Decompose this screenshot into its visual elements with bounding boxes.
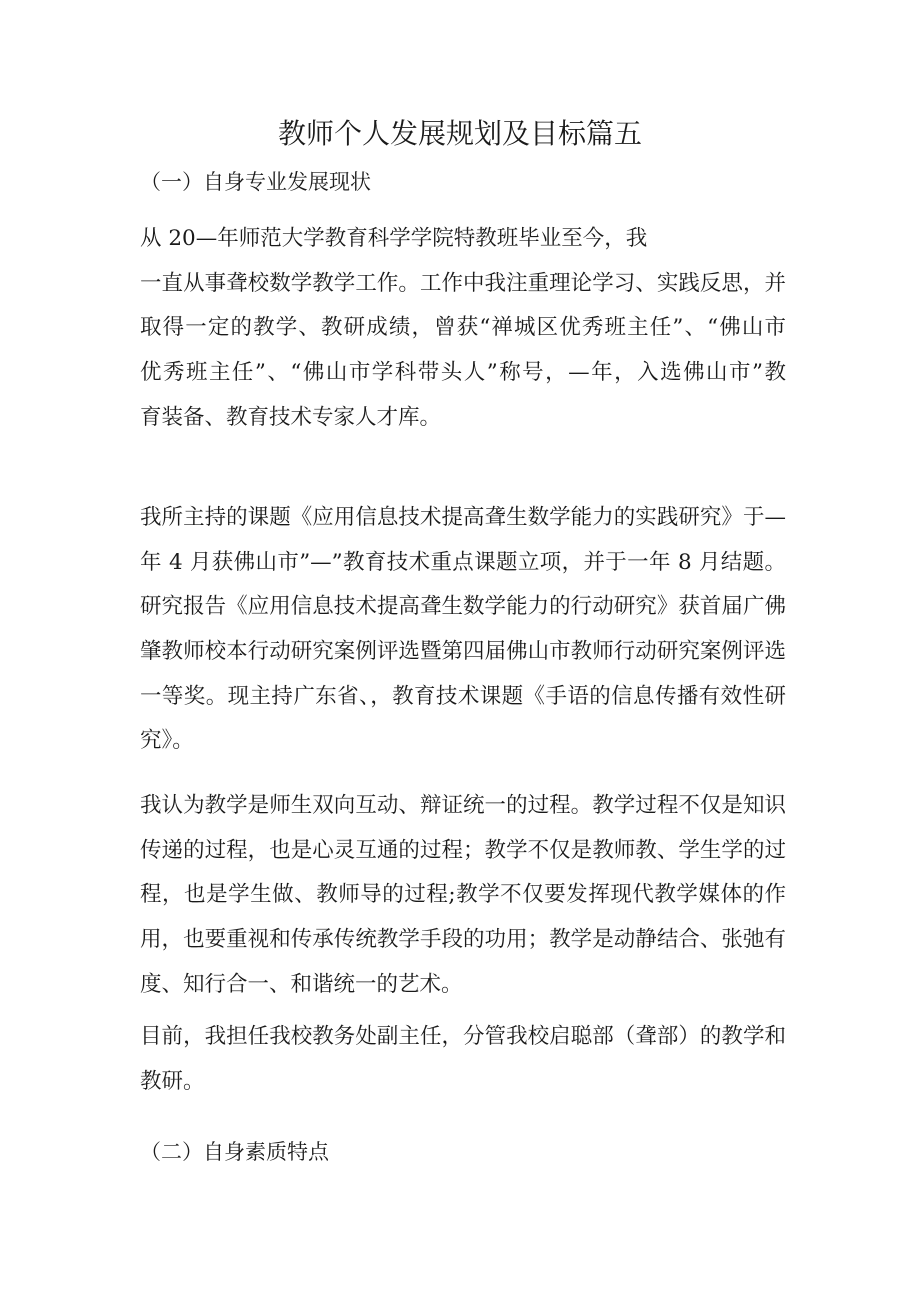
text-line: 育装备、教育技术专家人才库。 xyxy=(140,404,442,430)
paragraph-2 xyxy=(140,503,786,771)
text-line: 一直从事聋校数学教学工作。工作中我注重理论学习、实践反思，并 xyxy=(140,270,786,296)
text-line: 一等奖。现主持广东省、，教育技术课题《手语的信息传播有效性研 xyxy=(140,683,786,709)
text-line: 究》。 xyxy=(140,728,194,754)
text-line: 优秀班主任”、“佛山市学科带头人”称号，—年，入选佛山市”教 xyxy=(140,360,786,386)
text-line: 程，也是学生做、教师导的过程;教学不仅要发挥现代教学媒体的作 xyxy=(140,882,786,908)
text-line: 从 20—年师范大学教育科学学院特教班毕业至今，我 xyxy=(140,226,648,251)
section-heading-1: （一）自身专业发展现状 xyxy=(140,170,371,194)
paragraph-4 xyxy=(140,1022,786,1111)
text-line: 肇教师校本行动研究案例评选暨第四届佛山市教师行动研究案例评选 xyxy=(140,639,786,665)
text-line: 取得一定的教学、教研成绩，曾获“禅城区优秀班主任”、“佛山市 xyxy=(140,315,786,341)
text-line: 教研。 xyxy=(140,1068,205,1094)
text-line: 目前，我担任我校教务处副主任，分管我校启聪部（聋部）的教学和 xyxy=(140,1024,786,1049)
text-line: 研究报告《应用信息技术提高聋生数学能力的行动研究》获首届广佛 xyxy=(140,594,786,620)
text-line: 传递的过程，也是心灵互通的过程；教学不仅是教师教、学生学的过 xyxy=(140,837,786,863)
text-line: 年 4 月获佛山市”—”教育技术重点课题立项，并于一年 8 月结题。 xyxy=(140,549,786,575)
section-heading-2: （二）自身素质特点 xyxy=(140,1140,329,1164)
text-line: 用，也要重视和传承传统教学手段的功用；教学是动静结合、张弛有 xyxy=(140,927,786,953)
paragraph-3 xyxy=(140,791,786,1014)
text-line: 我认为教学是师生双向互动、辩证统一的过程。教学过程不仅是知识 xyxy=(140,793,786,818)
paragraph-1 xyxy=(140,224,786,447)
document-title: 教师个人发展规划及目标篇五 xyxy=(277,117,642,150)
text-line: 度、知行合一、和谐统一的艺术。 xyxy=(140,971,463,997)
text-line: 我所主持的课题《应用信息技术提高聋生数学能力的实践研究》于— xyxy=(140,505,786,530)
